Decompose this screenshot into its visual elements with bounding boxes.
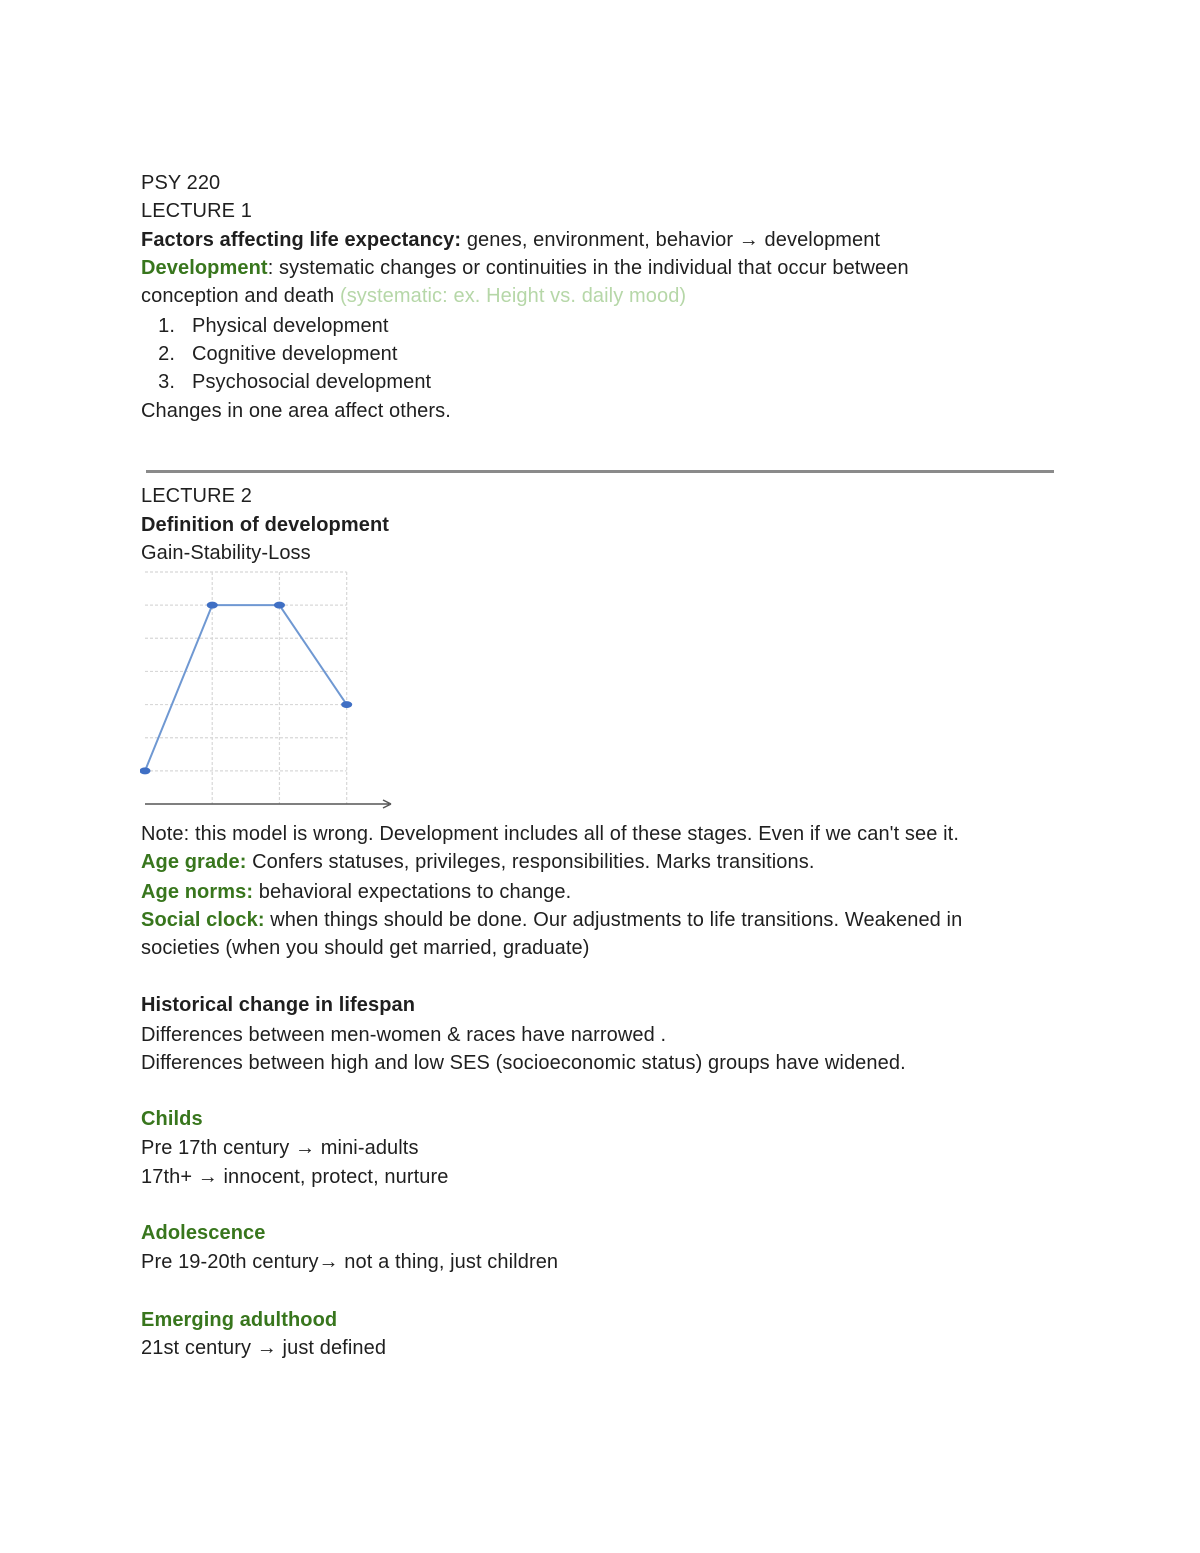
social-clock-label: Social clock: (141, 909, 265, 931)
development-paragraph (141, 254, 909, 282)
age-norms-paragraph (141, 878, 571, 906)
childs-line-2: 17th+ → innocent, protect, nurture (141, 1166, 449, 1188)
adolescence-heading: Adolescence (141, 1222, 266, 1244)
data-point (341, 701, 352, 708)
list-text: Physical development (192, 315, 389, 337)
data-point (140, 767, 151, 774)
gain-stability-loss-label: Gain-Stability-Loss (141, 542, 311, 564)
historical-line-1: Differences between men-women & races have narrowed . (141, 1024, 667, 1046)
lecture-1-title: LECTURE 1 (141, 200, 252, 222)
list-number: 2. (158, 343, 175, 365)
list-item (141, 368, 431, 396)
changes-text: Changes in one area affect others. (141, 400, 451, 422)
age-grade-text: Confers statuses, privileges, responsibilities. Marks transitions. (246, 851, 815, 873)
social-clock-paragraph (141, 906, 962, 934)
historical-line-2: Differences between high and low SES (socioeconomic status) groups have widened. (141, 1052, 906, 1074)
data-point (207, 602, 218, 609)
model-note: Note: this model is wrong. Development includes all of these stages. Even if we can't see it. (141, 823, 959, 845)
social-clock-text: when things should be done. Our adjustments to life transitions. Weakened in (264, 909, 963, 931)
age-grade-paragraph (141, 848, 815, 876)
emerging-adulthood-line-1: 21st century → just defined (141, 1337, 387, 1359)
adolescence-line-1: Pre 19-20th century→ not a thing, just children (141, 1251, 559, 1273)
development-text-2: conception and death (141, 285, 340, 307)
list-item (141, 312, 389, 340)
list-text: Cognitive development (192, 343, 398, 365)
childs-line-1: Pre 17th century → mini-adults (141, 1137, 419, 1159)
lecture-2-title: LECTURE 2 (141, 485, 252, 507)
social-clock-text-2: societies (when you should get married, graduate) (141, 937, 590, 959)
factors-text: genes, environment, behavior → development (461, 229, 881, 251)
emerging-adulthood-heading: Emerging adulthood (141, 1309, 338, 1331)
childs-heading: Childs (141, 1108, 203, 1130)
course-code: PSY 220 (141, 172, 221, 194)
factors-paragraph (141, 226, 880, 254)
development-text: : systematic changes or continuities in the individual that occur between (267, 257, 909, 279)
age-norms-text: behavioral expectations to change. (253, 881, 572, 903)
definition-heading: Definition of development (141, 514, 390, 536)
development-paragraph-cont (141, 282, 686, 310)
gain-stability-loss-chart (140, 568, 400, 814)
age-grade-label: Age grade: (141, 851, 247, 873)
factors-label: Factors affecting life expectancy: (141, 229, 462, 251)
data-point (274, 602, 285, 609)
series-line (145, 605, 347, 771)
development-label: Development (141, 257, 268, 279)
horizontal-divider (146, 470, 1054, 473)
list-text: Psychosocial development (192, 371, 432, 393)
development-note: (systematic: ex. Height vs. daily mood) (339, 285, 687, 307)
list-item (141, 340, 398, 368)
list-number: 3. (158, 371, 175, 393)
list-number: 1. (158, 315, 175, 337)
historical-heading: Historical change in lifespan (141, 994, 416, 1016)
age-norms-label: Age norms: (141, 881, 254, 903)
